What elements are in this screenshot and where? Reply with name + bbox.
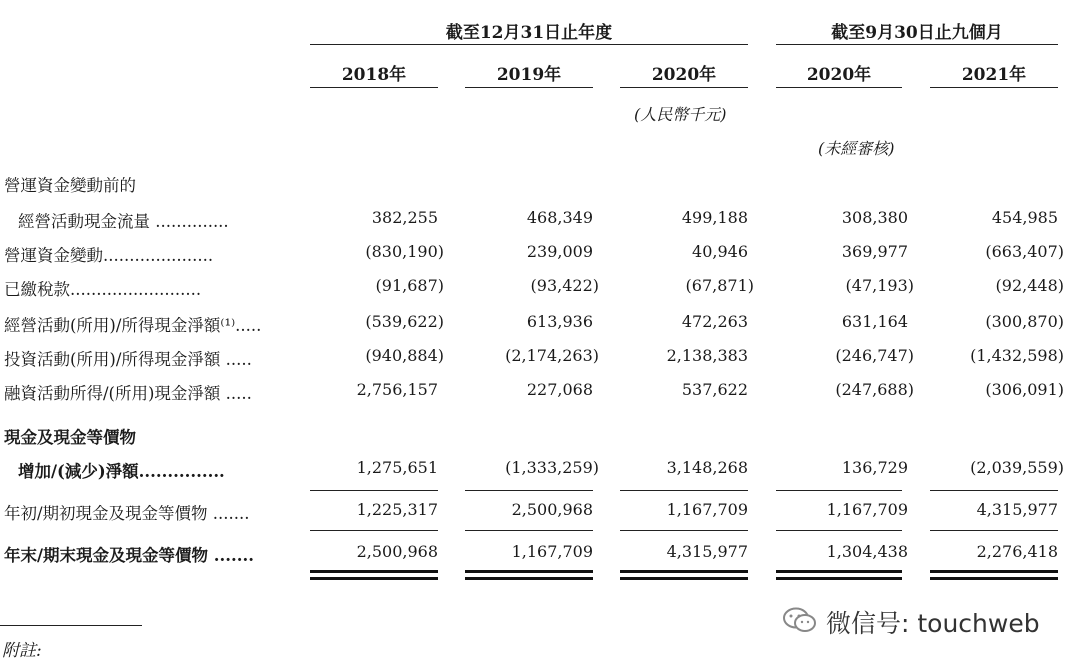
cell-value: (2,039,559) <box>970 458 1064 477</box>
double-rule <box>310 577 438 580</box>
watermark-text: 微信号: touchweb <box>826 609 1040 638</box>
row-label-operating-cash-flow: 經營活動現金流量 .............. <box>18 212 229 231</box>
row-label-net-change: 增加/(減少)淨額............... <box>18 462 225 481</box>
year-2018: 2018年 <box>341 65 407 85</box>
subtotal-rule <box>776 490 902 491</box>
cell-value: 537,622 <box>681 380 748 399</box>
row-label-working-capital-pre: 營運資金變動前的 <box>4 176 136 195</box>
cell-value: (1,333,259) <box>505 458 599 477</box>
cell-value: (940,884) <box>365 346 444 365</box>
year-rule <box>465 87 593 88</box>
row-label-investing-net: 投資活動(所用)/所得現金淨額 ..... <box>4 350 252 369</box>
cell-value: 472,263 <box>681 312 748 331</box>
cell-value: 1,304,438 <box>826 542 908 561</box>
header-group-annual: 截至12月31日止年度 <box>445 23 613 43</box>
cell-value: 1,167,709 <box>826 500 908 519</box>
cell-value: 631,164 <box>841 312 908 331</box>
row-label-tax-paid: 已繳稅款......................... <box>4 280 202 299</box>
year-2019: 2019年 <box>496 65 562 85</box>
subtotal-rule <box>310 490 438 491</box>
year-2021-period: 2021年 <box>961 65 1027 85</box>
cell-value: (300,870) <box>985 312 1064 331</box>
cell-value: (67,871) <box>685 276 754 295</box>
cell-value: (47,193) <box>845 276 914 295</box>
cell-value: 4,315,977 <box>666 542 748 561</box>
year-rule <box>776 87 902 88</box>
cell-value: (2,174,263) <box>505 346 599 365</box>
cell-value: 2,138,383 <box>666 346 748 365</box>
cell-value: (663,407) <box>985 242 1064 261</box>
total-rule <box>776 530 902 531</box>
header-group-nine-months: 截至9月30日止九個月 <box>831 23 1003 43</box>
year-2020-period: 2020年 <box>806 65 872 85</box>
cell-value: 2,500,968 <box>356 542 438 561</box>
footnote-rule <box>0 625 142 626</box>
cell-value: 227,068 <box>526 380 593 399</box>
cell-value: 369,977 <box>841 242 908 261</box>
double-rule <box>776 577 902 580</box>
cell-value: (306,091) <box>985 380 1064 399</box>
cell-value: 454,985 <box>991 208 1058 227</box>
total-rule <box>930 530 1058 531</box>
year-rule <box>310 87 438 88</box>
unaudited-note: (未經審核) <box>818 139 895 158</box>
double-rule <box>930 570 1058 573</box>
cell-value: (91,687) <box>375 276 444 295</box>
row-label-working-capital-change: 營運資金變動..................... <box>4 246 214 265</box>
cell-value: 136,729 <box>841 458 908 477</box>
cell-value: 1,225,317 <box>356 500 438 519</box>
double-rule <box>930 577 1058 580</box>
unit-note: (人民幣千元) <box>634 105 727 124</box>
total-rule <box>465 530 593 531</box>
row-label-closing-cash: 年末/期末現金及現金等價物 ....... <box>4 546 254 565</box>
subtotal-rule <box>620 490 748 491</box>
double-rule <box>620 570 748 573</box>
cell-value: 468,349 <box>526 208 593 227</box>
cell-value: 1,275,651 <box>356 458 438 477</box>
cell-value: 3,148,268 <box>666 458 748 477</box>
cell-value: 1,167,709 <box>666 500 748 519</box>
row-label-cash-equivalents: 現金及現金等價物 <box>4 428 136 447</box>
cell-value: (92,448) <box>995 276 1064 295</box>
cell-value: (539,622) <box>365 312 444 331</box>
cell-value: 308,380 <box>841 208 908 227</box>
cell-value: 2,276,418 <box>976 542 1058 561</box>
cell-value: 499,188 <box>681 208 748 227</box>
subtotal-rule <box>930 490 1058 491</box>
cell-value: (1,432,598) <box>970 346 1064 365</box>
header-rule-annual <box>310 44 748 45</box>
cell-value: (93,422) <box>530 276 599 295</box>
row-label-operating-net: 經營活動(所用)/所得現金淨額⁽¹⁾..... <box>4 316 262 335</box>
row-label-financing-net: 融資活動所得/(所用)現金淨額 ..... <box>4 384 252 403</box>
cell-value: 2,756,157 <box>356 380 438 399</box>
cell-value: 239,009 <box>526 242 593 261</box>
subtotal-rule <box>465 490 593 491</box>
cell-value: 382,255 <box>371 208 438 227</box>
cell-value: (247,688) <box>835 380 914 399</box>
cell-value: 4,315,977 <box>976 500 1058 519</box>
cell-value: (830,190) <box>365 242 444 261</box>
double-rule <box>465 570 593 573</box>
double-rule <box>776 570 902 573</box>
row-label-opening-cash: 年初/期初現金及現金等價物 ....... <box>4 504 250 523</box>
total-rule <box>310 530 438 531</box>
year-rule <box>930 87 1058 88</box>
year-2020-annual: 2020年 <box>651 65 717 85</box>
double-rule <box>310 570 438 573</box>
cell-value: 40,946 <box>692 242 748 261</box>
total-rule <box>620 530 748 531</box>
cell-value: 613,936 <box>526 312 593 331</box>
double-rule <box>465 577 593 580</box>
year-rule <box>620 87 748 88</box>
double-rule <box>620 577 748 580</box>
header-rule-nine-months <box>776 44 1058 45</box>
cell-value: 2,500,968 <box>511 500 593 519</box>
footnote-label: 附註: <box>2 641 42 661</box>
cell-value: 1,167,709 <box>511 542 593 561</box>
wechat-logo-icon <box>782 606 818 634</box>
cell-value: (246,747) <box>835 346 914 365</box>
